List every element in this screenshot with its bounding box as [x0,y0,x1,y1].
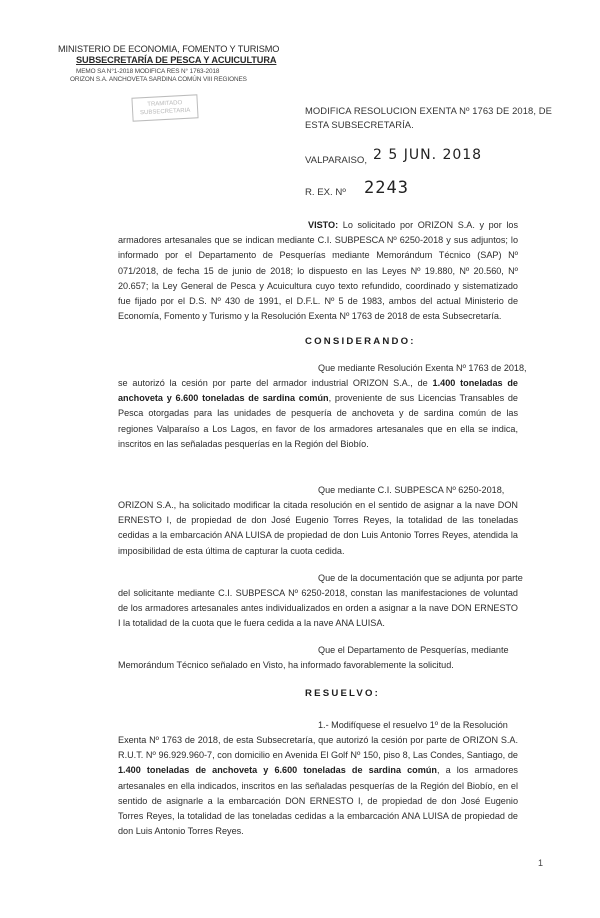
considerando-2-body: ORIZON S.A., ha solicitado modificar la citada resolución en el sentido de asignar a la nave DON ERNESTO I, de propiedad de don José Eugenio Torres Reyes, la totalidad de las toneladas cedidas a la embarcación ANA LUISA de propiedad de don Luis Antonio Torres Reyes, atendida la imposibilidad de esta última de capturar la cuota cedida. [118,500,518,556]
page-number: 1 [538,858,544,868]
ministry-name: MINISTERIO DE ECONOMIA, FOMENTO Y TURISMO [58,44,280,54]
place-label: VALPARAISO, [305,155,368,166]
considerando-1-text-c: , proveniente de sus Licencias Transables de Pesca otorgadas para las unidades de pesquería de anchoveta y de sardina común de las regiones Valparaíso a Los Lagos, en favor de los armadores artesanales que en ella se indica, inscritos en las señaladas pesquerías en la Región del Biobío. [118,393,518,449]
visto-text: Lo solicitado por ORIZON S.A. y por los armadores artesanales que se indican mediante C.I. SUBPESCA Nº 6250-2018 y sus adjuntos; lo informado por el Departamento de Pesquerías mediante Memorándum Técnico (SAP) Nº 071/2018, de fecha 15 de junio de 2018; lo dispuesto en las Leyes Nº 19.880, Nº 20.560, Nº 20.657; la Ley General de Pesca y Acuicultura cuyo texto refundido, coordinado y sistematizado fue fijado por el D.S. Nº 430 de 1991, el D.F.L. Nº 5 de 1983, ambos del actual Ministerio de Economía, Fomento y Turismo y la Resolución Exenta Nº 1763 de 2018 de esta Subsecretaría. [118,220,518,322]
resuelvo-heading: RESUELVO: [305,688,381,699]
considerando-1-bold: 1.400 toneladas de anchoveta y 6.600 toneladas de sardina común [118,378,518,404]
resuelvo-1-text-a: Exenta Nº 1763 de 2018, de esta Subsecretaría, que autorizó la cesión por parte de ORIZON S.A. R.U.T. Nº 96.929.960-7, con domicilio en Avenida El Golf Nº 150, piso 8, Las Condes, Santiago, de [118,735,518,761]
rex-number: 2243 [364,178,409,198]
subsecretaria-name: SUBSECRETARÍA DE PESCA Y ACUICULTURA [76,55,277,65]
resuelvo-1-lead: 1.- Modifíquese el resuelvo 1º de la Resolución [318,720,508,730]
stamp-line-2: SUBSECRETARIA [139,107,191,117]
reference-line-2: ORIZON S.A. ANCHOVETA SARDINA COMÚN VIII REGIONES [70,76,247,83]
stamp-line-1: TRAMITADO [147,100,183,108]
rex-label: R. EX. Nº [305,187,346,198]
considerando-1-lead: Que mediante Resolución Exenta Nº 1763 de 2018, [318,363,527,373]
title-line-2: ESTA SUBSECRETARÍA. [305,119,414,130]
title-line-1: MODIFICA RESOLUCION EXENTA Nº 1763 DE 2018, DE [305,105,552,116]
considerando-1-body [118,376,518,452]
visto-label: VISTO: [308,220,339,230]
handwritten-date: 2 5 JUN. 2018 [373,147,483,163]
considerando-4-body: Memorándum Técnico señalado en Visto, ha informado favorablemente la solicitud. [118,660,454,670]
document-title [305,104,552,132]
reference-line-1: MEMO SA N°1-2018 MODIFICA RES N° 1763-2018 [76,68,220,75]
considerando-2-lead: Que mediante C.I. SUBPESCA Nº 6250-2018, [318,485,505,495]
considerando-1-text-a: se autorizó la cesión por parte del armador industrial ORIZON S.A., de [118,378,433,388]
resuelvo-1-bold: 1.400 toneladas de anchoveta y 6.600 toneladas de sardina común [118,765,437,776]
considerando-4-lead: Que el Departamento de Pesquerías, mediante [318,645,509,655]
visto-paragraph [118,218,518,324]
considerando-heading: CONSIDERANDO: [305,336,416,347]
resuelvo-1-text-c: , a los armadores artesanales en ella indicados, inscritos en las señaladas pesquerías de la Región del Biobío, en el sentido de asignarle a la embarcación DON ERNESTO I, de propiedad de don José Eugenio Torres Reyes, la totalidad de las toneladas cedidas a la embarcación ANA LUISA de propiedad de don Luis Antonio Torres Reyes. [118,765,518,837]
considerando-3-body: del solicitante mediante C.I. SUBPESCA Nº 6250-2018, constan las manifestaciones de voluntad de los armadores artesanales antes individualizados en orden a asignar a la nave DON ERNESTO I la totalidad de la cuota que le fuera cedida a la nave ANA LUISA. [118,588,518,629]
considerando-3-lead: Que de la documentación que se adjunta por parte [318,573,523,583]
received-stamp [131,94,198,121]
resuelvo-1-body [118,733,518,839]
